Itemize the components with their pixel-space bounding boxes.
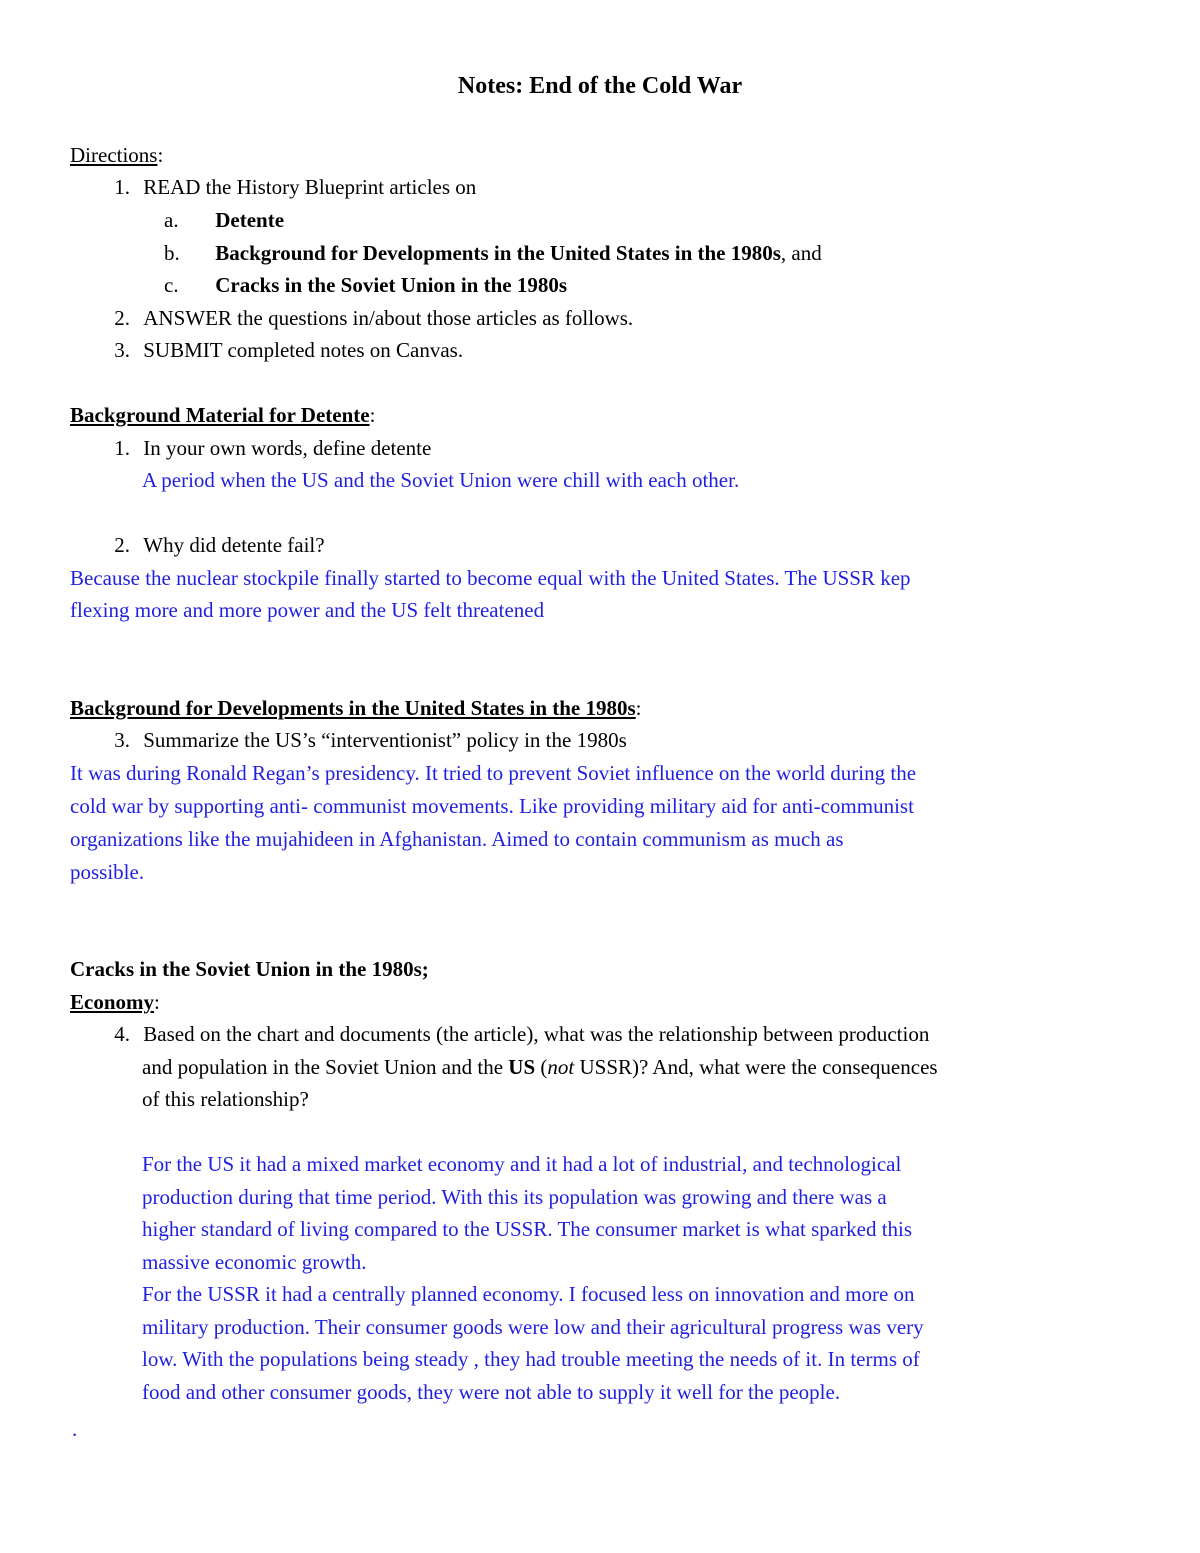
list-number: 2. xyxy=(114,306,130,330)
section-heading-colon: : xyxy=(369,403,376,427)
directions-subitem-a xyxy=(164,204,284,236)
answer-4-line-4: massive economic growth. xyxy=(142,1250,367,1274)
question-number: 1. xyxy=(114,436,130,460)
directions-heading-text: Directions xyxy=(70,143,158,167)
answer-3-line-1: It was during Ronald Regan’s presidency. It tried to prevent Soviet influence on the world during the xyxy=(70,761,917,785)
section-heading-text: Background Material for Detente xyxy=(70,403,370,427)
directions-heading xyxy=(70,139,163,171)
answer-3-line-2: cold war by supporting anti- communist movements. Like providing military aid for anti-communist xyxy=(70,794,914,818)
trailing-period: . xyxy=(72,1417,78,1441)
answer-4-line-3: higher standard of living compared to the USSR. The consumer market is what sparked this xyxy=(142,1217,913,1241)
answer-3-line-3: organizations like the mujahideen in Afghanistan. Aimed to contain communism as much as xyxy=(70,827,844,851)
list-item-text: SUBMIT completed notes on Canvas. xyxy=(143,338,464,362)
question-text: Why did detente fail? xyxy=(143,533,325,557)
question-text: Based on the chart and documents (the article), what was the relationship between production xyxy=(143,1022,930,1046)
question-text: In your own words, define detente xyxy=(143,436,432,460)
answer-4-line-7: low. With the populations being steady , they had trouble meeting the needs of it. In terms of xyxy=(142,1347,920,1371)
section-heading-colon: : xyxy=(635,696,642,720)
list-letter: a. xyxy=(164,208,179,232)
question-1 xyxy=(100,432,431,464)
list-number: 3. xyxy=(114,338,130,362)
answer-4-line-6: military production. Their consumer goods were low and their agricultural progress was very xyxy=(142,1315,924,1339)
question-emphasis: US xyxy=(508,1055,536,1079)
directions-subitem-c xyxy=(164,269,567,301)
directions-subitem-b xyxy=(164,237,822,269)
question-3 xyxy=(100,724,627,756)
article-title: Cracks in the Soviet Union in the 1980s xyxy=(215,273,568,297)
article-title: Background for Developments in the United States in the 1980s xyxy=(215,241,781,265)
question-4-line-3: of this relationship? xyxy=(142,1087,309,1111)
section-heading-text: Background for Developments in the United States in the 1980s xyxy=(70,696,636,720)
list-letter: c. xyxy=(164,273,179,297)
question-number: 3. xyxy=(114,728,130,752)
document-title: Notes: End of the Cold War xyxy=(457,73,743,99)
directions-item-2 xyxy=(100,302,633,334)
question-text: Summarize the US’s “interventionist” policy in the 1980s xyxy=(143,728,627,752)
list-item-suffix: , and xyxy=(780,241,822,265)
subheading-colon: : xyxy=(154,990,160,1014)
question-number: 4. xyxy=(114,1022,130,1046)
answer-4-line-8: food and other consumer goods, they were not able to supply it well for the people. xyxy=(142,1380,841,1404)
question-text: and population in the Soviet Union and the xyxy=(142,1055,509,1079)
answer-2-line-2: flexing more and more power and the US felt threatened xyxy=(70,598,545,622)
question-4-line-2 xyxy=(142,1051,938,1083)
soviet-cracks-heading: Cracks in the Soviet Union in the 1980s; xyxy=(70,957,429,981)
us-developments-heading xyxy=(70,692,642,724)
subheading-text: Economy xyxy=(70,990,154,1014)
answer-2-line-1: Because the nuclear stockpile finally started to become equal with the United States. The USSR kep xyxy=(70,566,911,590)
answer-4-line-1: For the US it had a mixed market economy and it had a lot of industrial, and technological xyxy=(142,1152,902,1176)
directions-heading-colon: : xyxy=(157,143,164,167)
answer-4-line-5: For the USSR it had a centrally planned economy. I focused less on innovation and more on xyxy=(142,1282,915,1306)
economy-subheading xyxy=(70,986,160,1018)
question-2 xyxy=(100,529,325,561)
answer-3-line-4: possible. xyxy=(70,860,145,884)
list-item-text: READ the History Blueprint articles on xyxy=(143,175,477,199)
list-letter: b. xyxy=(164,241,180,265)
article-title: Detente xyxy=(215,208,285,232)
question-text: ( xyxy=(535,1055,548,1079)
answer-1: A period when the US and the Soviet Union were chill with each other. xyxy=(142,468,740,492)
directions-item-1 xyxy=(100,171,476,203)
answer-4-line-2: production during that time period. With this its population was growing and there was a xyxy=(142,1185,887,1209)
list-number: 1. xyxy=(114,175,130,199)
question-number: 2. xyxy=(114,533,130,557)
question-text: USSR)? And, what were the consequences xyxy=(574,1055,938,1079)
directions-item-3 xyxy=(100,334,463,366)
detente-heading xyxy=(70,399,375,431)
list-item-text: ANSWER the questions in/about those articles as follows. xyxy=(143,306,634,330)
question-italic: not xyxy=(547,1055,575,1079)
question-4-line-1 xyxy=(100,1018,929,1050)
